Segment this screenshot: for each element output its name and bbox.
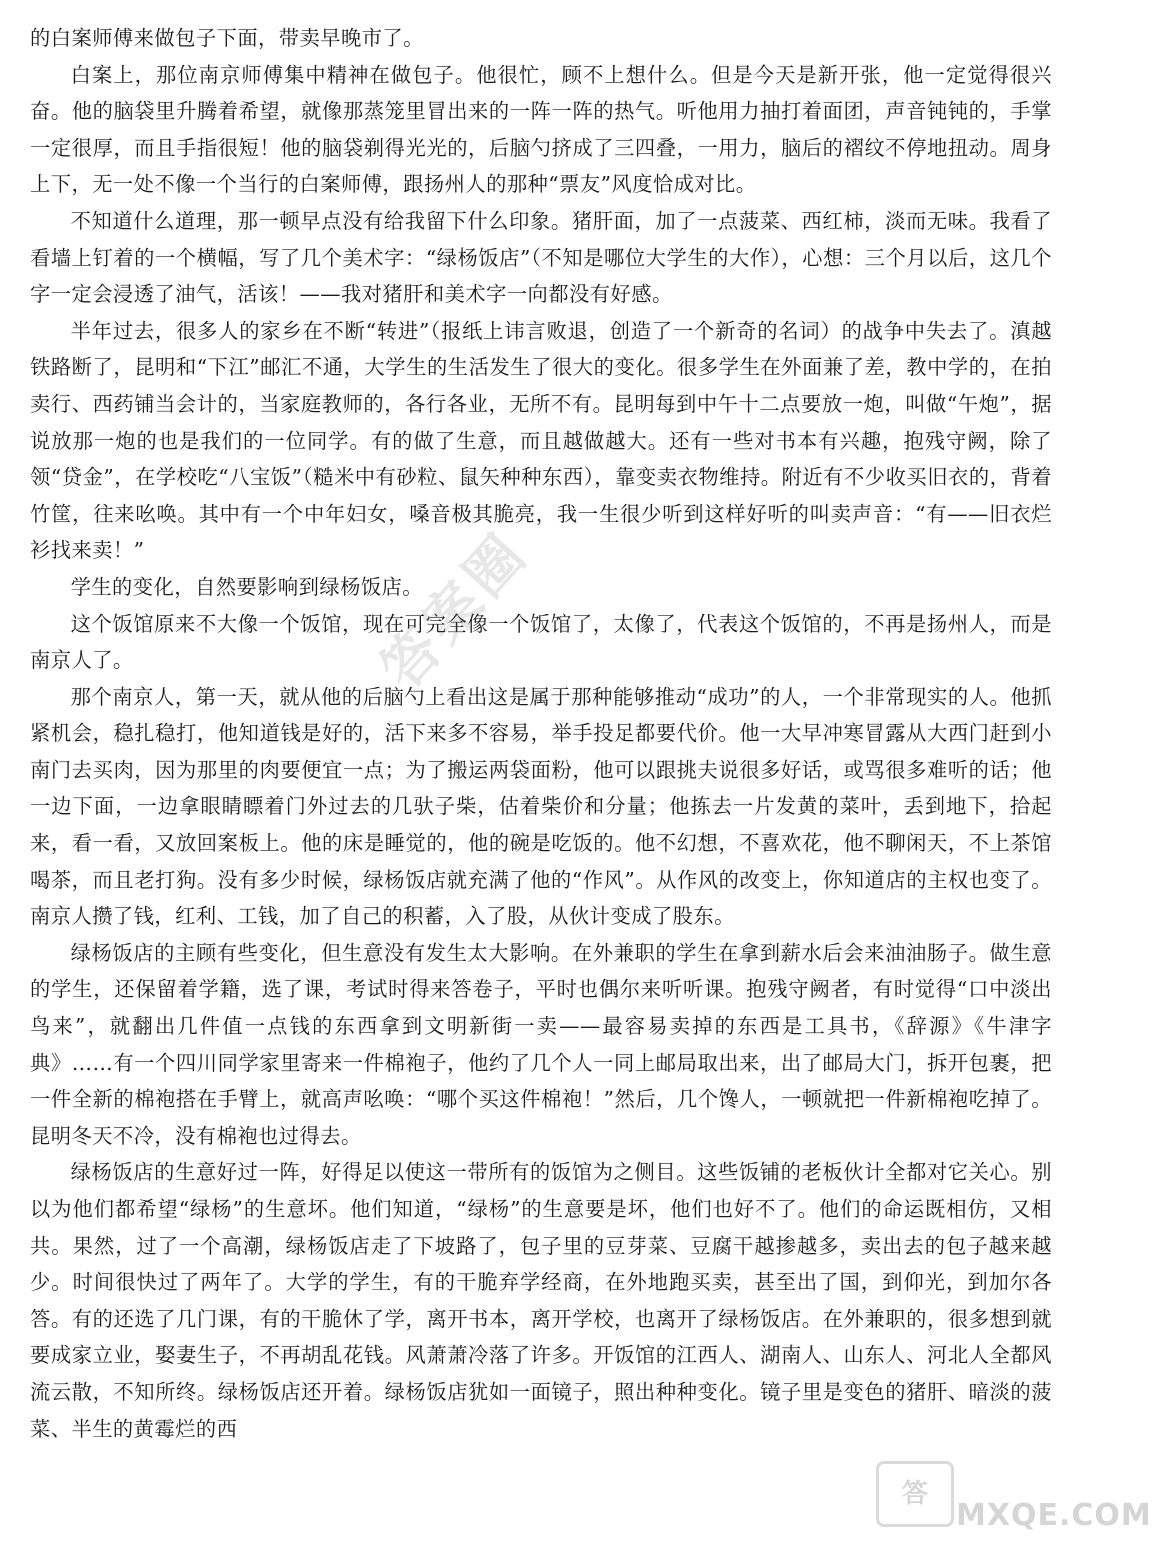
document-body [30, 20, 1052, 1447]
watermark-text: 答案圈 [368, 519, 542, 702]
paragraph-1: 的白案师傅来做包子下面，带卖早晚市了。 [30, 26, 424, 50]
paragraph-6: 这个饭馆原来不大像一个饭馆，现在可完全像一个饭馆了，太像了，代表这个饭馆的，不再是扬州人，而是南京人了。 [30, 611, 1052, 673]
paragraph-9: 绿杨饭店的生意好过一阵，好得足以使这一带所有的饭馆为之侧目。这些饭铺的老板伙计全都对它关心。别以为他们都希望“绿杨”的生意坏。他们知道，“绿杨”的生意要是坏，他们也好不了。他们的命运既相仿，又相共。果然，过了一个高潮，绿杨饭店走了下坡路了，包子里的豆芽菜、豆腐干越掺越多，卖出去的包子越来越少。时间很快过了两年了。大学的学生，有的干脆弃学经商，在外地跑买卖，甚至出了国，到仰光，到加尔各答。有的还选了几门课，有的干脆休了学，离开书本，离开学校，也离开了绿杨饭店。在外兼职的，很多想到就要成家立业，娶妻生子，不再胡乱花钱。风萧萧冷落了许多。开饭馆的江西人、湖南人、山东人、河北人全都风流云散，不知所终。绿杨饭店还开着。绿杨饭店犹如一面镜子，照出种种变化。镜子里是变色的猪肝、暗淡的菠菜、半生的黄霉烂的西 [30, 1160, 1052, 1441]
paragraph-5: 学生的变化，自然要影响到绿杨饭店。 [70, 574, 424, 599]
site-watermark: MXQE.COM [956, 1498, 1152, 1533]
paragraph-3: 不知道什么道理，那一顿早点没有给我留下什么印象。猪肝面，加了一点菠菜、西红柿，淡而无味。我看了看墙上钉着的一个横幅，写了几个美术字：“绿杨饭店”（不知是哪位大学生的大作），心想：三个月以后，这几个字一定会浸透了油气，活该！——我对猪肝和美术字一向都没有好感。 [30, 208, 1052, 307]
paragraph-4: 半年过去，很多人的家乡在不断“转进”（报纸上讳言败退，创造了一个新奇的名词）的战争中失去了。滇越铁路断了，昆明和“下江”邮汇不通，大学生的生活发生了很大的变化。很多学生在外面兼了差，教中学的，在拍卖行、西药铺当会计的，当家庭教师的，各行各业，无所不有。昆明每到中午十二点要放一炮，叫做“午炮”，据说放那一炮的也是我们的一位同学。有的做了生意，而且越做越大。还有一些对书本有兴趣，抱残守阙，除了领“贷金”，在学校吃“八宝饭”（糙米中有砂粒、鼠矢种种东西），靠变卖衣物维持。附近有不少收买旧衣的，背着竹筐，往来吆唤。其中有一个中年妇女，嗓音极其脆亮，我一生很少听到这样好听的叫卖声音：“有——旧衣烂衫找来卖！” [30, 318, 1052, 563]
corner-logo [876, 1461, 1152, 1533]
seal-icon: 答 [876, 1461, 954, 1527]
paragraph-7: 那个南京人，第一天，就从他的后脑勺上看出这是属于那种能够推动“成功”的人，一个非常现实的人。他抓紧机会，稳扎稳打，他知道钱是好的，活下来多不容易，举手投足都要代价。他一大早冲寒冒露从大西门赶到小南门去买肉，因为那里的肉要便宜一点；为了搬运两袋面粉，他可以跟挑夫说很多好话，或骂很多难听的话；他一边下面，一边拿眼睛瞟着门外过去的几驮子柴，估着柴价和分量；他拣去一片发黄的菜叶，丢到地下，拾起来，看一看，又放回案板上。他的床是睡觉的，他的碗是吃饭的。他不幻想，不喜欢花，他不聊闲天，不上茶馆喝茶，而且老打狗。没有多少时候，绿杨饭店就充满了他的“作风”。从作风的改变上，你知道店的主权也变了。南京人攒了钱，红利、工钱，加了自己的积蓄，入了股，从伙计变成了股东。 [30, 684, 1052, 929]
paragraph-2: 白案上，那位南京师傅集中精神在做包子。他很忙，顾不上想什么。但是今天是新开张，他一定觉得很兴奋。他的脑袋里升腾着希望，就像那蒸笼里冒出来的一阵一阵的热气。听他用力抽打着面团，声音钝钝的，手掌一定很厚，而且手指很短！他的脑袋剃得光光的，后脑勺挤成了三四叠，一用力，脑后的褶纹不停地扭动。周身上下，无一处不像一个当行的白案师傅，跟扬州人的那种“票友”风度恰成对比。 [30, 62, 1052, 197]
paragraph-8: 绿杨饭店的主顾有些变化，但生意没有发生太大影响。在外兼职的学生在拿到薪水后会来油油肠子。做生意的学生，还保留着学籍，选了课，考试时得来答卷子，平时也偶尔来听听课。抱残守阙者，有时觉得“口中淡出鸟来”，就翻出几件值一点钱的东西拿到文明新街一卖——最容易卖掉的东西是工具书，《辞源》《牛津字典》……有一个四川同学家里寄来一件棉袍子，他约了几个人一同上邮局取出来，出了邮局大门，拆开包裹，把一件全新的棉袍搭在手臂上，就高声吆唤：“哪个买这件棉袍！”然后，几个馋人，一顿就把一件新棉袍吃掉了。昆明冬天不冷，没有棉袍也过得去。 [30, 940, 1052, 1148]
